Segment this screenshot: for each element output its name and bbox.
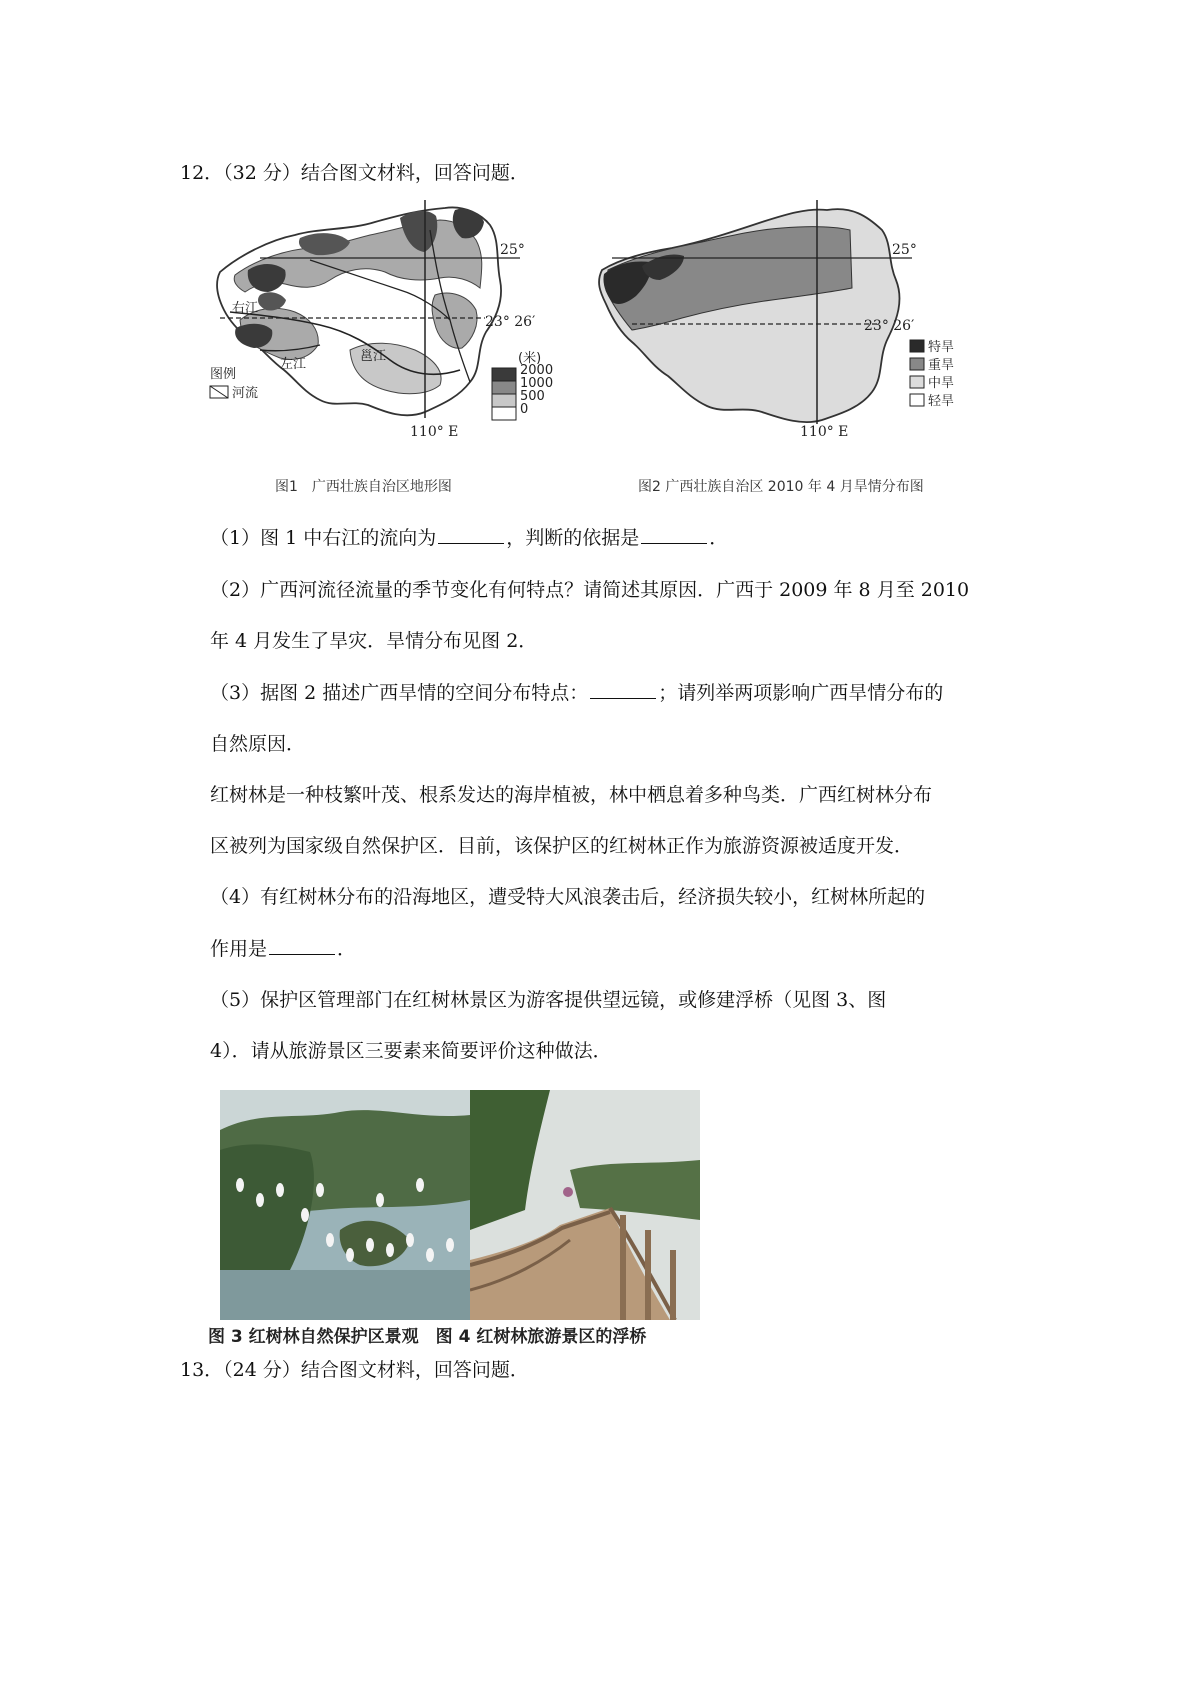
elev-legend-unit: (米) [518, 351, 542, 366]
elev-swatch-mid [492, 381, 516, 394]
fig1-lat-2326: 23° 26′ [485, 314, 536, 330]
q12-sub4-text-a: 作用是 [210, 938, 268, 960]
drought-swatch-extreme [910, 340, 924, 352]
legend-title: 图例 [210, 367, 237, 382]
elev-swatch-low [492, 394, 516, 407]
elev-swatch-high [492, 368, 516, 381]
fig4-boardwalk-photo [470, 1090, 700, 1320]
fig2-lon-110: 110° E [800, 424, 849, 440]
fig1-caption: 图1 广西壮族自治区地形图 [275, 479, 452, 495]
answer-blank-2 [641, 525, 707, 544]
elev-level-500: 500 [520, 389, 545, 404]
fig1-lon-110: 110° E [410, 424, 459, 440]
q12-sub3-line2: 自然原因． [210, 733, 306, 755]
q12-heading: 12．（32 分）结合图文材料，回答问题． [180, 162, 529, 184]
material-line2: 区被列为国家级自然保护区．目前，该保护区的红树林正作为旅游资源被适度开发． [210, 835, 914, 857]
label-left-river: 左江 [280, 357, 307, 372]
fig2-lat-2326: 23° 26′ [864, 318, 915, 334]
elev-swatch-plain [492, 407, 516, 420]
material-line1: 红树林是一种枝繁叶茂、根系发达的海岸植被，林中栖息着多种鸟类．广西红树林分布 [210, 784, 933, 806]
q13-heading: 13．（24 分）结合图文材料，回答问题． [180, 1359, 529, 1381]
elev-level-1000: 1000 [520, 376, 554, 391]
drought-legend-moderate: 中旱 [928, 376, 955, 391]
q12-sub1-text-b: ，判断的依据是 [506, 527, 640, 549]
q12-sub1 [210, 525, 728, 551]
q12-sub4-line2 [210, 936, 356, 962]
drought-swatch-severe [910, 358, 924, 370]
answer-blank-3 [590, 680, 656, 699]
label-yong-river: 邕江 [360, 349, 387, 364]
q12-sub1-text-a: （1）图 1 中右江的流向为 [210, 527, 437, 549]
fig3-mangrove-photo [220, 1090, 470, 1320]
q12-sub4-line1: （4）有红树林分布的沿海地区，遭受特大风浪袭击后，经济损失较小，红树林所起的 [210, 886, 926, 908]
fig2-drought-map [592, 200, 1002, 450]
photo-caption: 图 3 红树林自然保护区景观 图 4 红树林旅游景区的浮桥 [208, 1327, 647, 1347]
drought-legend-light: 轻旱 [928, 394, 955, 409]
q12-sub2-line1: （2）广西河流径流量的季节变化有何特点？请简述其原因．广西于 2009 年 8 月至 2010 [210, 579, 970, 601]
drought-legend-severe: 重旱 [928, 358, 955, 373]
q12-sub2-line2: 年 4 月发生了旱灾．旱情分布见图 2． [210, 630, 538, 652]
drought-swatch-light [910, 394, 924, 406]
fig2-caption: 图2 广西壮族自治区 2010 年 4 月旱情分布图 [638, 479, 924, 495]
answer-blank-4 [269, 936, 335, 955]
q12-sub5-line2: 4）．请从旅游景区三要素来简要评价这种做法． [210, 1040, 612, 1062]
q12-sub4-text-b: ． [337, 938, 357, 960]
q12-sub1-text-c: ． [709, 527, 729, 549]
fig1-lat-25: 25° [500, 242, 525, 258]
q12-sub3 [210, 680, 943, 706]
fig1-terrain-map [200, 200, 590, 450]
drought-swatch-moderate [910, 376, 924, 388]
answer-blank-1 [438, 525, 504, 544]
elev-level-2000: 2000 [520, 363, 554, 378]
fig2-lat-25: 25° [892, 242, 917, 258]
label-right-river: 右江 [232, 301, 259, 316]
elev-level-0: 0 [520, 402, 529, 417]
q12-sub3-text-b: ；请列举两项影响广西旱情分布的 [658, 682, 944, 704]
q12-sub5-line1: （5）保护区管理部门在红树林景区为游客提供望远镜，或修建浮桥（见图 3、图 [210, 989, 887, 1011]
drought-legend-extreme: 特旱 [928, 340, 955, 355]
q12-sub3-text-a: （3）据图 2 描述广西旱情的空间分布特点： [210, 682, 589, 704]
legend-river-label: 河流 [232, 386, 259, 401]
